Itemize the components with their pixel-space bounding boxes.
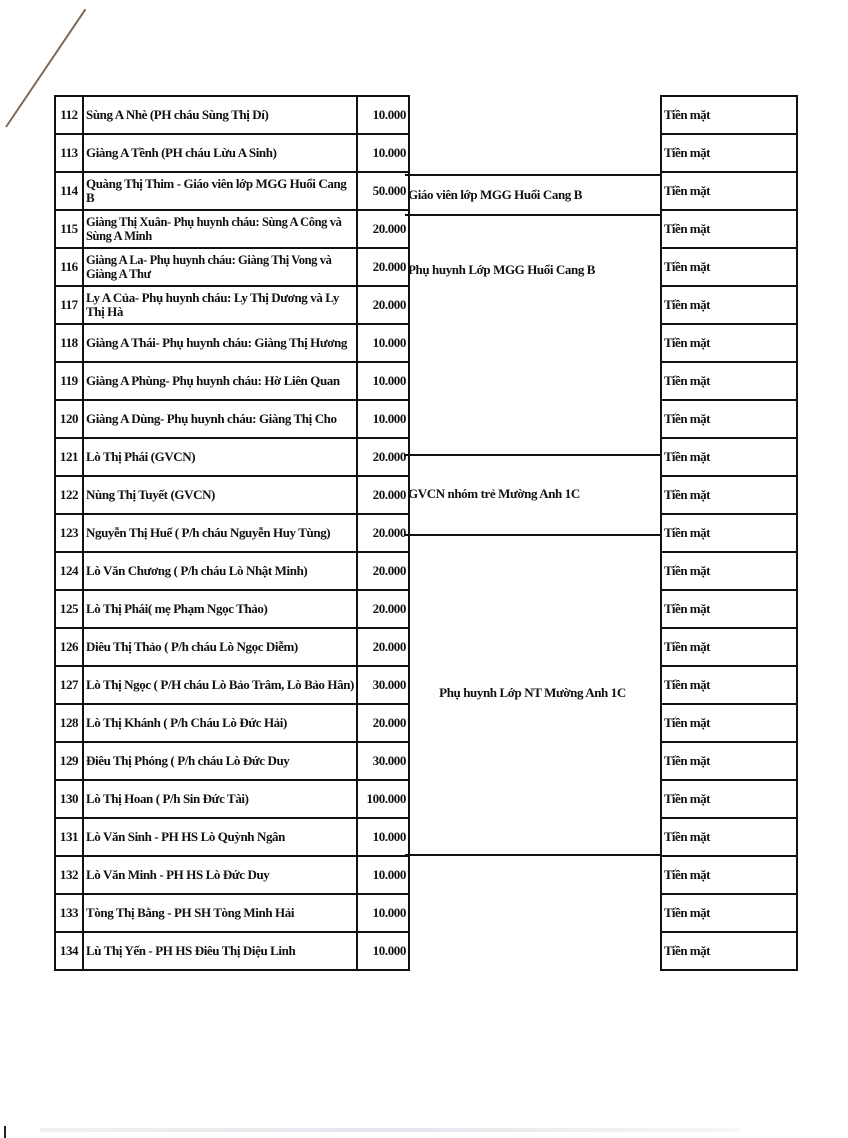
donor-name: Giàng A La- Phụ huynh cháu: Giàng Thị Vong và Giàng A Thư [83, 248, 357, 286]
donor-name: Lò Thị Phái( mẹ Phạm Ngọc Thảo) [83, 590, 357, 628]
payment-method: Tiền mặt [661, 286, 797, 324]
donation-amount: 20.000 [357, 286, 409, 324]
donation-amount: 10.000 [357, 856, 409, 894]
donation-amount: 10.000 [357, 96, 409, 134]
donation-amount: 10.000 [357, 818, 409, 856]
table-row [55, 666, 409, 704]
payment-method: Tiền mặt [661, 248, 797, 286]
table-row [55, 438, 409, 476]
row-number: 130 [55, 780, 83, 818]
donation-amount: 20.000 [357, 210, 409, 248]
row-number: 129 [55, 742, 83, 780]
table-row [55, 628, 409, 666]
table-row [55, 932, 409, 970]
payment-row [661, 438, 797, 476]
row-number: 132 [55, 856, 83, 894]
payment-method: Tiền mặt [661, 96, 797, 134]
table-row [55, 552, 409, 590]
donation-amount: 50.000 [357, 172, 409, 210]
table-row [55, 742, 409, 780]
payment-row [661, 628, 797, 666]
row-number: 119 [55, 362, 83, 400]
row-number: 134 [55, 932, 83, 970]
row-number: 133 [55, 894, 83, 932]
donor-name: Lò Văn Sinh - PH HS Lò Quỳnh Ngân [83, 818, 357, 856]
payment-method: Tiền mặt [661, 894, 797, 932]
donation-amount: 20.000 [357, 628, 409, 666]
row-number: 112 [55, 96, 83, 134]
table-row [55, 324, 409, 362]
payment-row [661, 666, 797, 704]
donor-name: Lò Văn Chương ( P/h cháu Lò Nhật Minh) [83, 552, 357, 590]
payment-method: Tiền mặt [661, 742, 797, 780]
payment-row [661, 514, 797, 552]
payment-row [661, 400, 797, 438]
donor-name: Giàng Thị Xuân- Phụ huynh cháu: Sùng A Công và Sùng A Minh [83, 210, 357, 248]
donor-name: Sùng A Nhè (PH cháu Sùng Thị Dí) [83, 96, 357, 134]
payment-method: Tiền mặt [661, 666, 797, 704]
payment-method: Tiền mặt [661, 818, 797, 856]
donor-name: Nùng Thị Tuyết (GVCN) [83, 476, 357, 514]
group-cell-teacher-mgg [405, 174, 660, 216]
group-label: GVCN nhóm trẻ Mường Anh 1C [408, 486, 580, 501]
payment-row [661, 818, 797, 856]
payment-method: Tiền mặt [661, 514, 797, 552]
group-cell-blank-top [405, 95, 660, 175]
group-label: Giáo viên lớp MGG Huổi Cang B [408, 187, 583, 202]
payment-row [661, 324, 797, 362]
donation-amount: 10.000 [357, 324, 409, 362]
group-cell-gvcn [405, 454, 660, 536]
donation-amount: 10.000 [357, 400, 409, 438]
scan-artifact-mark [4, 1126, 6, 1138]
donor-name: Tòng Thị Bằng - PH SH Tòng Minh Hải [83, 894, 357, 932]
group-cell-parents-nt [405, 534, 660, 856]
payment-method: Tiền mặt [661, 324, 797, 362]
donation-amount: 20.000 [357, 514, 409, 552]
donation-amount: 10.000 [357, 932, 409, 970]
table-row [55, 818, 409, 856]
donor-name: Quàng Thị Thim - Giáo viên lớp MGG Huổi Cang B [83, 172, 357, 210]
row-number: 114 [55, 172, 83, 210]
donor-name: Giàng A Phùng- Phụ huynh cháu: Hờ Liên Quan [83, 362, 357, 400]
donation-amount: 10.000 [357, 362, 409, 400]
donor-name: Giàng A Dùng- Phụ huynh cháu: Giàng Thị Cho [83, 400, 357, 438]
payment-row [661, 704, 797, 742]
donor-name: Điêu Thị Phóng ( P/h cháu Lò Đức Duy [83, 742, 357, 780]
payment-row [661, 172, 797, 210]
table-row [55, 856, 409, 894]
payment-row [661, 248, 797, 286]
payment-row [661, 894, 797, 932]
payment-method: Tiền mặt [661, 476, 797, 514]
row-number: 122 [55, 476, 83, 514]
payment-row [661, 742, 797, 780]
table-row [55, 894, 409, 932]
row-number: 127 [55, 666, 83, 704]
payment-row [661, 856, 797, 894]
donation-amount: 30.000 [357, 742, 409, 780]
payment-method: Tiền mặt [661, 628, 797, 666]
donation-amount: 20.000 [357, 552, 409, 590]
group-cell-blank-bottom [405, 856, 660, 1016]
payment-method: Tiền mặt [661, 704, 797, 742]
row-number: 118 [55, 324, 83, 362]
row-number: 116 [55, 248, 83, 286]
table-row [55, 400, 409, 438]
row-number: 120 [55, 400, 83, 438]
payment-row [661, 932, 797, 970]
donor-name: Lò Thị Ngọc ( P/H cháu Lò Bảo Trâm, Lò Bảo Hân) [83, 666, 357, 704]
payment-method: Tiền mặt [661, 856, 797, 894]
donor-name: Lò Thị Khánh ( P/h Cháu Lò Đức Hải) [83, 704, 357, 742]
row-number: 131 [55, 818, 83, 856]
donation-amount: 30.000 [357, 666, 409, 704]
table-row [55, 362, 409, 400]
payment-row [661, 552, 797, 590]
group-label: Phụ huynh Lớp NT Mường Anh 1C [439, 684, 626, 700]
donation-amount: 20.000 [357, 248, 409, 286]
payment-row [661, 286, 797, 324]
table-row [55, 210, 409, 248]
donor-name: Giàng A Thái- Phụ huynh cháu: Giàng Thị Hương [83, 324, 357, 362]
table-row [55, 514, 409, 552]
group-cell-parents-mgg [405, 214, 660, 456]
donation-amount: 20.000 [357, 476, 409, 514]
table-row [55, 476, 409, 514]
row-number: 115 [55, 210, 83, 248]
payment-row [661, 780, 797, 818]
row-number: 117 [55, 286, 83, 324]
payment-method: Tiền mặt [661, 438, 797, 476]
donation-amount: 20.000 [357, 704, 409, 742]
payment-method: Tiền mặt [661, 552, 797, 590]
payment-table [660, 95, 798, 971]
payment-method: Tiền mặt [661, 780, 797, 818]
donation-table [54, 95, 410, 971]
payment-row [661, 362, 797, 400]
group-label: Phụ huynh Lớp MGG Huổi Cang B [408, 262, 596, 277]
payment-method: Tiền mặt [661, 134, 797, 172]
payment-method: Tiền mặt [661, 362, 797, 400]
table-row [55, 96, 409, 134]
payment-method: Tiền mặt [661, 590, 797, 628]
table-row [55, 704, 409, 742]
table-row [55, 172, 409, 210]
payment-row [661, 210, 797, 248]
payment-method: Tiền mặt [661, 210, 797, 248]
payment-method: Tiền mặt [661, 400, 797, 438]
donor-name: Lò Thị Phái (GVCN) [83, 438, 357, 476]
row-number: 121 [55, 438, 83, 476]
scan-artifact-smudge [40, 1128, 740, 1132]
donor-name: Nguyễn Thị Huế ( P/h cháu Nguyễn Huy Tùng) [83, 514, 357, 552]
donation-amount: 100.000 [357, 780, 409, 818]
payment-row [661, 134, 797, 172]
donor-name: Lò Thị Hoan ( P/h Sin Đức Tài) [83, 780, 357, 818]
payment-method: Tiền mặt [661, 172, 797, 210]
donor-name: Giàng A Tềnh (PH cháu Lừu A Sinh) [83, 134, 357, 172]
table-row [55, 248, 409, 286]
table-row [55, 780, 409, 818]
donor-name: Lò Văn Minh - PH HS Lò Đức Duy [83, 856, 357, 894]
payment-method: Tiền mặt [661, 932, 797, 970]
payment-row [661, 590, 797, 628]
donor-name: Ly A Của- Phụ huynh cháu: Ly Thị Dương và Ly Thị Hà [83, 286, 357, 324]
table-row [55, 286, 409, 324]
payment-row [661, 96, 797, 134]
row-number: 125 [55, 590, 83, 628]
row-number: 124 [55, 552, 83, 590]
row-number: 126 [55, 628, 83, 666]
donor-name: Diêu Thị Thảo ( P/h cháu Lò Ngọc Diễm) [83, 628, 357, 666]
payment-row [661, 476, 797, 514]
donation-amount: 10.000 [357, 894, 409, 932]
donation-amount: 20.000 [357, 438, 409, 476]
donation-amount: 10.000 [357, 134, 409, 172]
donation-amount: 20.000 [357, 590, 409, 628]
row-number: 123 [55, 514, 83, 552]
row-number: 128 [55, 704, 83, 742]
table-row [55, 134, 409, 172]
donor-name: Lù Thị Yến - PH HS Điêu Thị Diệu Linh [83, 932, 357, 970]
row-number: 113 [55, 134, 83, 172]
table-row [55, 590, 409, 628]
